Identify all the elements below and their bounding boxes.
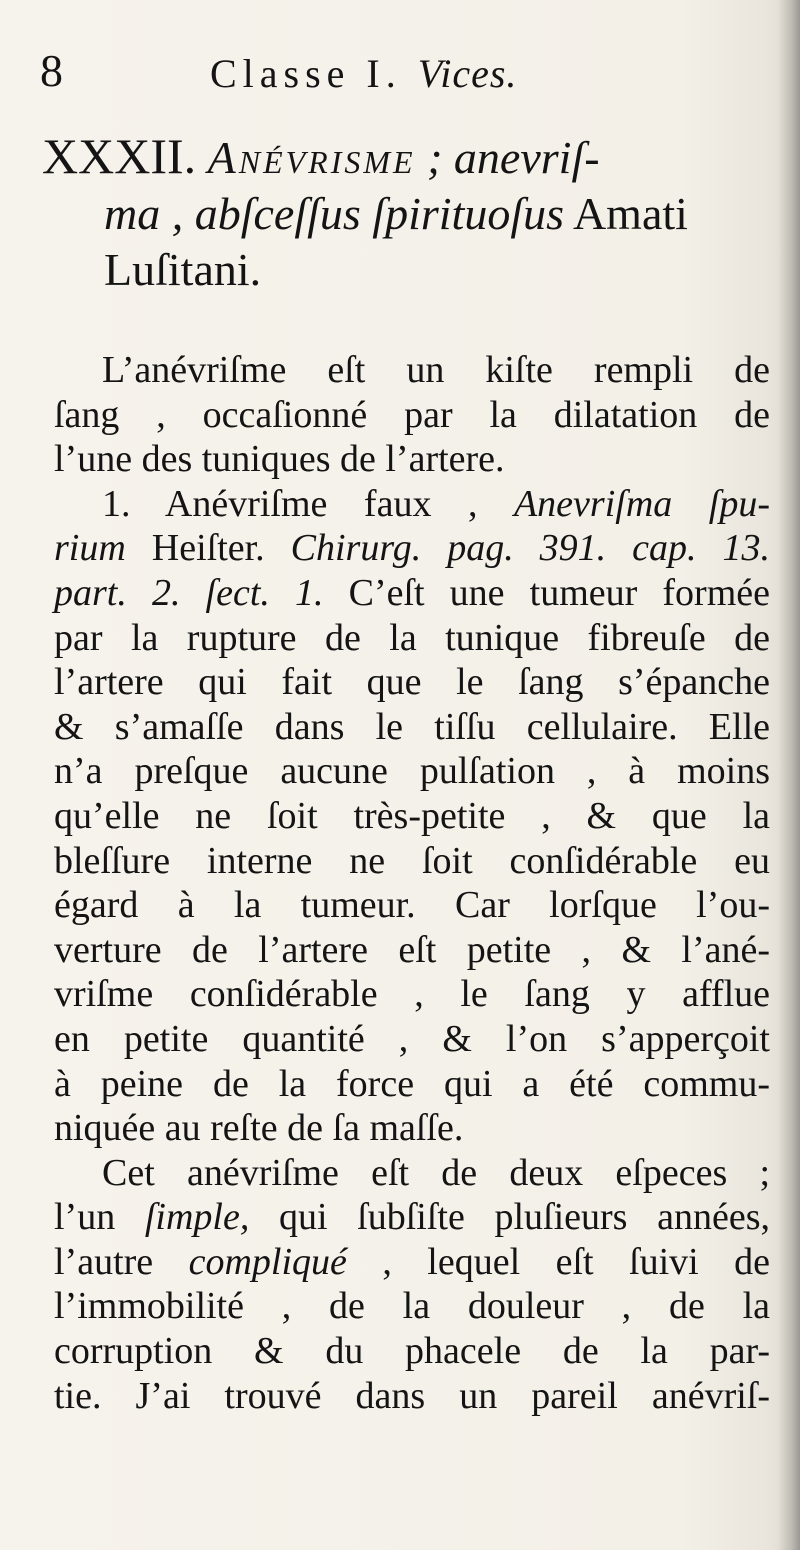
body-line: corruption & du phacele de la par- xyxy=(54,1330,770,1373)
body-line: tie. J’ai trouvé dans un pareil anévriſ- xyxy=(54,1374,770,1417)
body-line: en petite quantité , & l’on s’apperçoit xyxy=(54,1017,770,1060)
section-numeral: XXXII. xyxy=(42,128,197,184)
heading-line-3: Luſitani. xyxy=(104,244,262,295)
section-heading xyxy=(42,128,772,298)
body-line: l’un ſimple, qui ſubſiſte pluſieurs années, xyxy=(54,1196,770,1239)
body-line: vriſme conſidérable , le ſang y afflue xyxy=(54,973,770,1016)
body-line: niquée au reſte de ſa maſſe. xyxy=(54,1107,464,1150)
body-line: bleſſure interne ne ſoit conſidérable eu xyxy=(54,839,770,882)
page-gutter-shadow xyxy=(778,0,800,1550)
body-line: l’autre compliqué , lequel eſt ſuivi de xyxy=(54,1240,771,1283)
body-line: L’anévriſme eſt un kiſte rempli de xyxy=(102,349,770,391)
body-line: n’a preſque aucune pulſation , à moins xyxy=(54,750,770,793)
heading-term: Anévrisme xyxy=(207,132,416,183)
body-line: qu’elle ne ſoit très-petite , & que la xyxy=(54,794,770,837)
body-line: 1. Anévriſme faux , Anevriſma ſpu- xyxy=(102,482,770,525)
body-line: l’immobilité , de la douleur , de la xyxy=(54,1285,770,1328)
page-number: 8 xyxy=(40,45,63,96)
body-line: rium Heiſter. Chirurg. pag. 391. cap. 13. xyxy=(54,527,770,570)
body-line: l’artere qui fait que le ſang s’épanche xyxy=(54,661,770,704)
heading-line-2: ma , abſceſſus ſpirituoſus Amati xyxy=(104,188,688,239)
body-line: par la rupture de la tunique fibreuſe de xyxy=(54,616,770,659)
running-head-title: Classe I. Vices. xyxy=(210,51,518,96)
body-line: part. 2. ſect. 1. C’eſt une tumeur formée xyxy=(54,571,770,614)
body-line: verture de l’artere eſt petite , & l’ané- xyxy=(54,928,770,971)
body-line: Cet anévriſme eſt de deux eſpeces ; xyxy=(102,1151,770,1194)
body-line: à peine de la force qui a été commu- xyxy=(54,1062,770,1105)
body-line: l’une des tuniques de l’artere. xyxy=(54,438,505,481)
body-line: & s’amaſſe dans le tiſſu cellulaire. Elle xyxy=(54,705,770,748)
heading-line-1: XXXII. Anévrisme ; anevriſ- xyxy=(42,128,600,184)
body-line: ſang , occaſionné par la dilatation de xyxy=(54,393,770,436)
body-text xyxy=(54,348,770,1418)
running-head xyxy=(40,40,760,100)
body-line: égard à la tumeur. Car lorſque l’ou- xyxy=(54,884,770,927)
